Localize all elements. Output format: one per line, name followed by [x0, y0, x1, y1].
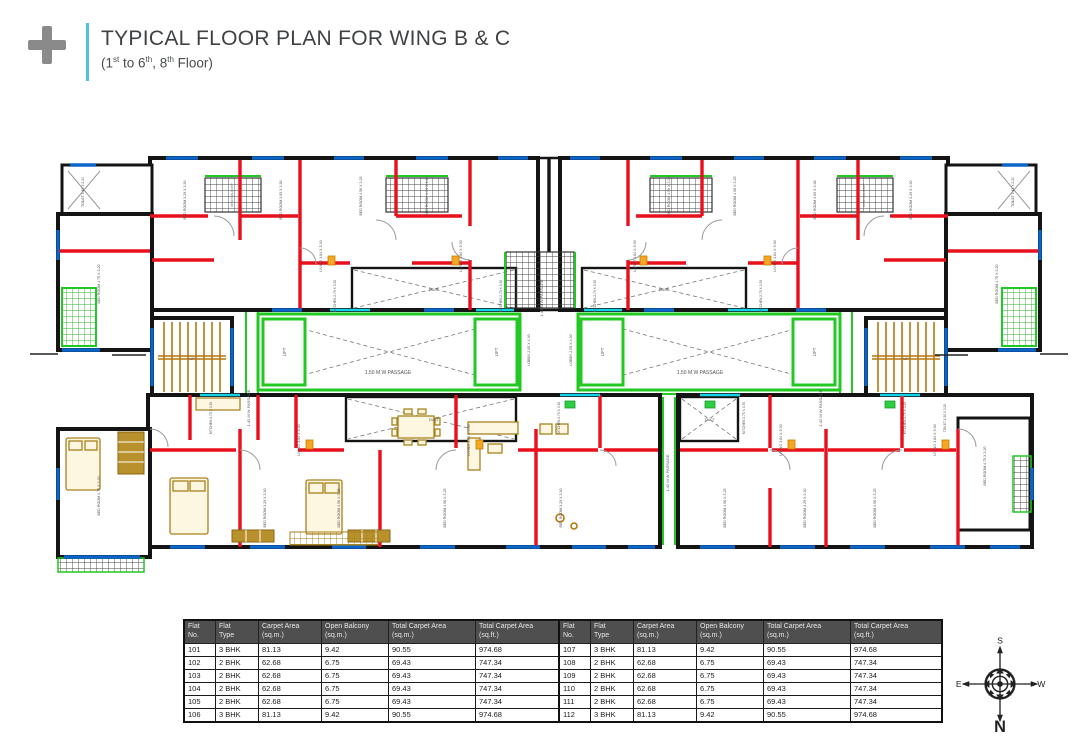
column-header: Carpet Area (sq.m.) — [634, 620, 697, 643]
plan-label: UP — [189, 356, 195, 361]
plan-label: DUCT — [429, 418, 439, 422]
plan-label: LIVING 3.84 X 5.30 — [467, 424, 471, 456]
plan-label: LIVING 3.84 X 5.30 — [633, 240, 637, 272]
plan-label: BED ROOM 4.75 X 3.20 — [995, 264, 999, 304]
plan-label: BED ROOM 3.29 X 3.30 — [183, 180, 187, 220]
wing-c-geometry — [560, 158, 1040, 396]
plan-label: LIFT — [600, 347, 605, 357]
plan-label: KITCHEN 2.75 X 3.30 — [903, 401, 907, 435]
flat-area-table-right — [558, 619, 943, 723]
plan-label: LOBBY 2.05 X 4.30 — [527, 334, 531, 366]
plan-label: KITCHEN 2.75 X 3.30 — [593, 279, 597, 313]
table-row: 108 2 BHK 62.68 6.75 69.43 747.34 — [559, 656, 942, 669]
plan-label: 1.42 M W PASSAGE — [539, 279, 544, 317]
table-row: 109 2 BHK 62.68 6.75 69.43 747.34 — [559, 669, 942, 682]
plan-label: 1.42 M W PASSAGE — [665, 454, 670, 492]
column-header: Total Carpet Area (sq.ft.) — [476, 620, 568, 643]
column-header: Open Balcony (sq.m.) — [322, 620, 389, 643]
plan-label: BED ROOM 3.05 X 3.38 — [279, 180, 283, 220]
plan-label: BED ROOM 4.56 X 3.25 — [337, 488, 341, 528]
plan-label: OPEN BALCONY — [862, 183, 866, 207]
column-header: Total Carpet Area (sq.m.) — [389, 620, 476, 643]
plan-label: OPEN BALCONY — [230, 183, 234, 207]
plan-label: LIVING 3.84 X 5.30 — [459, 240, 463, 272]
plan-label: BED ROOM 3.05 X 3.38 — [813, 180, 817, 220]
plan-label: BED ROOM 4.75 X 3.20 — [97, 476, 101, 516]
plan-label: LIFT — [812, 347, 817, 357]
plan-label: DUCT — [705, 418, 715, 422]
table-row: 111 2 BHK 62.68 6.75 69.43 747.34 — [559, 695, 942, 708]
plan-label: KITCHEN 2.75 X 3.30 — [209, 401, 213, 435]
floor-plan-drawing — [0, 88, 1081, 608]
column-header: Total Carpet Area (sq.m.) — [764, 620, 851, 643]
flat-area-table-left — [183, 619, 568, 723]
plan-label: KITCHEN 2.75 X 3.30 — [333, 279, 337, 313]
table-row: 102 2 BHK 62.68 6.75 69.43 747.34 — [184, 656, 567, 669]
table-row: 107 3 BHK 81.13 9.42 90.55 974.68 — [559, 643, 942, 656]
plan-label: BED ROOM 4.56 X 3.25 — [733, 176, 737, 216]
column-header: Open Balcony (sq.m.) — [697, 620, 764, 643]
table-row: 112 3 BHK 81.13 9.42 90.55 974.68 — [559, 708, 942, 722]
plan-label: LIFT — [494, 347, 499, 357]
plan-label: KITCHEN 2.75 X 3.30 — [499, 279, 503, 313]
plan-label: LIVING 3.84 X 5.30 — [933, 424, 937, 456]
compass-south-label: S — [997, 636, 1003, 646]
plan-label: 1.50 M W PASSAGE — [676, 370, 724, 376]
table-row: 101 3 BHK 81.13 9.42 90.55 974.68 — [184, 643, 567, 656]
column-header: Flat No. — [559, 620, 591, 643]
plan-label: BED ROOM 4.56 X 3.25 — [443, 488, 447, 528]
plan-label: DUCT — [429, 288, 439, 292]
plan-label: BED ROOM 3.29 X 3.30 — [909, 180, 913, 220]
plan-label: BED ROOM 3.29 X 3.30 — [803, 488, 807, 528]
column-header: Total Carpet Area (sq.ft.) — [851, 620, 943, 643]
plan-label: BED ROOM 4.56 X 3.25 — [873, 488, 877, 528]
plan-label: LIFT — [282, 347, 287, 357]
plan-label: LIVING 3.84 X 5.30 — [773, 240, 777, 272]
plan-label: TOILET 1.42 X 2.20 — [1011, 176, 1015, 208]
compass-west-label: W — [1037, 678, 1046, 689]
plan-label: BED ROOM 4.56 X 3.25 — [667, 176, 671, 216]
plan-label: BED ROOM 4.56 X 3.25 — [359, 176, 363, 216]
wing-b-geometry — [58, 158, 538, 396]
bottom-band-right — [663, 395, 1032, 547]
table-row: 104 2 BHK 62.68 6.75 69.43 747.34 — [184, 682, 567, 695]
plan-label: KITCHEN 2.75 X 3.30 — [557, 401, 561, 435]
page-title: TYPICAL FLOOR PLAN FOR WING B & C — [101, 27, 511, 50]
column-header: Flat Type — [216, 620, 259, 643]
table-row: 103 2 BHK 62.68 6.75 69.43 747.34 — [184, 669, 567, 682]
page-header — [0, 0, 1081, 95]
table-row: 110 2 BHK 62.68 6.75 69.43 747.34 — [559, 682, 942, 695]
page-subtitle: (1st to 6th, 8th Floor) — [101, 55, 213, 71]
plan-label: BED ROOM 3.29 X 3.30 — [263, 488, 267, 528]
compass-east-label: E — [955, 678, 962, 689]
compass-north-label: N — [994, 718, 1006, 732]
plan-label: BED ROOM 4.75 X 3.20 — [983, 446, 987, 486]
plan-label: LIVING 3.84 X 5.30 — [319, 240, 323, 272]
plan-label: UP — [903, 356, 909, 361]
accent-bar — [86, 23, 89, 81]
bottom-band-left — [58, 395, 660, 572]
plan-label: LIVING 3.84 X 5.30 — [297, 424, 301, 456]
column-header: Flat Type — [591, 620, 634, 643]
plus-icon — [28, 26, 66, 64]
compass-rose — [950, 636, 1050, 732]
plan-label: LIVING 3.84 X 5.30 — [779, 424, 783, 456]
plan-label: 1.42 M W PASSAGE — [246, 389, 251, 427]
plan-label: BED ROOM 4.75 X 3.20 — [97, 264, 101, 304]
plan-label: BED ROOM 4.56 X 3.25 — [425, 176, 429, 216]
plan-label: LOBBY 2.05 X 4.30 — [569, 334, 573, 366]
plan-label: 1.50 M W PASSAGE — [364, 370, 412, 376]
table-row: 106 3 BHK 81.13 9.42 90.55 974.68 — [184, 708, 567, 722]
plan-label: BED ROOM 3.29 X 3.30 — [559, 488, 563, 528]
column-header: Carpet Area (sq.m.) — [259, 620, 322, 643]
plan-label: KITCHEN 2.75 X 3.30 — [759, 279, 763, 313]
plan-label: TOILET 1.50 X 2.20 — [943, 403, 947, 433]
plan-label: 1.42 M W PASSAGE — [818, 389, 823, 427]
plan-label: DUCT — [659, 288, 669, 292]
plan-label: KITCHEN 2.75 X 3.30 — [742, 401, 746, 435]
table-row: 105 2 BHK 62.68 6.75 69.43 747.34 — [184, 695, 567, 708]
plan-label: TOILET 1.42 X 2.20 — [81, 176, 85, 208]
plan-label: BED ROOM 4.56 X 3.25 — [723, 488, 727, 528]
column-header: Flat No. — [184, 620, 216, 643]
